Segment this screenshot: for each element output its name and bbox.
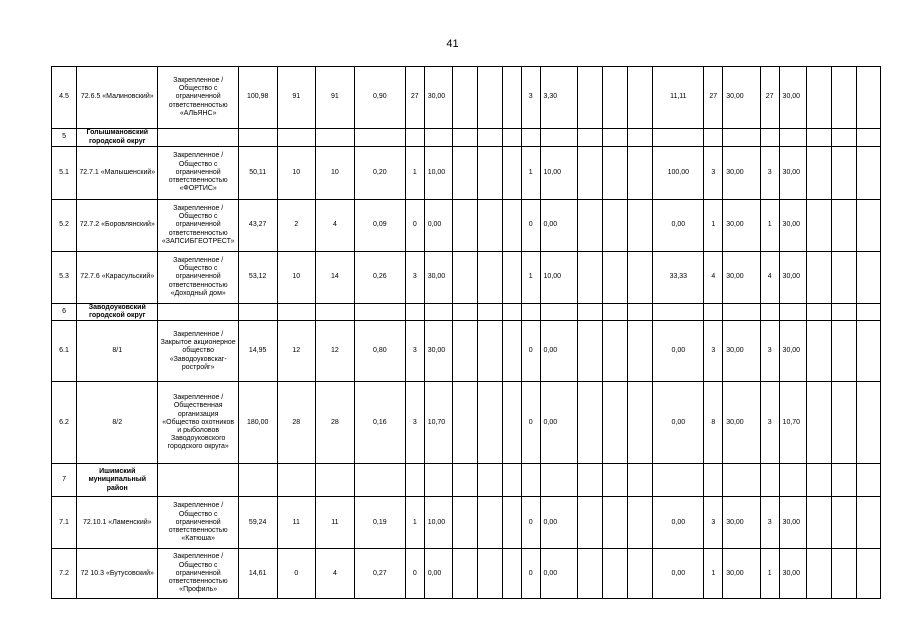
table-cell: [856, 382, 880, 464]
table-cell: [452, 200, 477, 252]
table-cell: 0,00: [424, 549, 452, 599]
table-cell: [831, 304, 856, 321]
table-cell: [238, 464, 277, 497]
table-cell: 1: [760, 200, 779, 252]
table-cell: 30,00: [424, 67, 452, 129]
table-cell: [856, 549, 880, 599]
table-cell: 7.1: [52, 497, 77, 549]
table-cell: [628, 200, 653, 252]
table-cell: [831, 382, 856, 464]
table-cell: [578, 147, 603, 200]
table-cell: [831, 200, 856, 252]
table-cell: [521, 304, 540, 321]
table-cell: 100,98: [238, 67, 277, 129]
table-cell: 6.1: [52, 321, 77, 382]
table-cell: [628, 382, 653, 464]
table-cell: 30,00: [424, 252, 452, 304]
table-body: [52, 67, 881, 599]
table-cell: 30,00: [779, 321, 806, 382]
table-cell: [502, 497, 521, 549]
table-cell: 28: [277, 382, 316, 464]
table-cell: [477, 382, 502, 464]
table-cell: 10,00: [424, 497, 452, 549]
table-cell: [452, 549, 477, 599]
table-cell: [831, 321, 856, 382]
table-row: [52, 382, 881, 464]
table-cell: 30,00: [424, 321, 452, 382]
table-cell: 30,00: [779, 200, 806, 252]
table-cell: 0,19: [354, 497, 405, 549]
table-cell: [806, 67, 831, 129]
table-cell: 27: [760, 67, 779, 129]
table-cell: [502, 147, 521, 200]
table-cell: [603, 464, 628, 497]
table-cell: [477, 549, 502, 599]
table-cell: 3: [760, 147, 779, 200]
table-cell: 91: [277, 67, 316, 129]
table-cell: 3: [704, 321, 723, 382]
table-cell: 1: [405, 497, 424, 549]
table-cell: 0: [521, 549, 540, 599]
table-cell: [603, 129, 628, 147]
table-cell: 3: [521, 67, 540, 129]
table-cell: [628, 147, 653, 200]
table-cell: [238, 129, 277, 147]
table-cell: [628, 549, 653, 599]
table-cell: [831, 252, 856, 304]
table-cell: [806, 147, 831, 200]
table-cell: [723, 464, 761, 497]
table-cell: [405, 129, 424, 147]
table-cell: [779, 129, 806, 147]
table-cell: [521, 464, 540, 497]
table-cell: [502, 252, 521, 304]
table-cell: 0,27: [354, 549, 405, 599]
table-cell: [521, 129, 540, 147]
table-cell: 72.7.1 «Малышенский»: [77, 147, 158, 200]
table-cell: [502, 67, 521, 129]
table-cell: [856, 67, 880, 129]
table-cell: 12: [277, 321, 316, 382]
table-cell: [424, 304, 452, 321]
table-cell: 0,00: [653, 497, 704, 549]
table-row: [52, 200, 881, 252]
table-cell: [831, 549, 856, 599]
table-cell: [779, 304, 806, 321]
table-cell: 8/1: [77, 321, 158, 382]
table-cell: [578, 321, 603, 382]
table-cell: 1: [704, 200, 723, 252]
table-cell: 3: [760, 321, 779, 382]
table-cell: 0,09: [354, 200, 405, 252]
table-cell: 30,00: [723, 147, 761, 200]
table-cell: [628, 497, 653, 549]
table-cell: [806, 464, 831, 497]
table-cell: 30,00: [723, 549, 761, 599]
table-cell: 72 10.3 «Бутусовский»: [77, 549, 158, 599]
table-cell: 5: [52, 129, 77, 147]
table-cell: [603, 200, 628, 252]
table-cell: [831, 497, 856, 549]
table-cell: [452, 67, 477, 129]
table-cell: 5.2: [52, 200, 77, 252]
table-cell: [277, 464, 316, 497]
table-cell: [502, 382, 521, 464]
table-cell: [704, 304, 723, 321]
table-cell: [806, 382, 831, 464]
table-cell: [477, 464, 502, 497]
table-cell: 0: [405, 200, 424, 252]
table-cell: 6.2: [52, 382, 77, 464]
table-cell: 11,11: [653, 67, 704, 129]
table-cell: [856, 321, 880, 382]
table-cell: 0,00: [653, 321, 704, 382]
table-cell: [603, 147, 628, 200]
table-cell: 50,11: [238, 147, 277, 200]
table-cell: 14,95: [238, 321, 277, 382]
table-cell: [578, 200, 603, 252]
table-cell: 33,33: [653, 252, 704, 304]
table-cell: [856, 200, 880, 252]
table-cell: 30,00: [779, 147, 806, 200]
table-cell: 0,00: [540, 200, 578, 252]
table-cell: [477, 252, 502, 304]
table-row: [52, 497, 881, 549]
table-cell: [806, 549, 831, 599]
table-cell: 72.7.2 «Боровлянский»: [77, 200, 158, 252]
table-cell: [831, 67, 856, 129]
table-cell: Ишимский муниципальный район: [77, 464, 158, 497]
table-cell: 72.7.6 «Карасульский»: [77, 252, 158, 304]
table-cell: Закрепленное / Общество с ограниченной ответственностью «ФОРТИС»: [158, 147, 238, 200]
table-cell: [502, 129, 521, 147]
table-cell: 3: [704, 497, 723, 549]
table-cell: [502, 304, 521, 321]
table-cell: 3: [760, 497, 779, 549]
table-cell: [603, 497, 628, 549]
table-cell: [452, 497, 477, 549]
table-cell: 10,00: [424, 147, 452, 200]
table-cell: [578, 304, 603, 321]
table-cell: [856, 252, 880, 304]
table-cell: [578, 67, 603, 129]
table-cell: [578, 252, 603, 304]
table-cell: [723, 304, 761, 321]
table-cell: 0: [521, 497, 540, 549]
table-cell: Закрепленное / Общественная организация «Общество охотников и рыболовов Заводоуковского городского округа»: [158, 382, 238, 464]
table-cell: 4.5: [52, 67, 77, 129]
table-cell: 3: [405, 382, 424, 464]
table-cell: [806, 129, 831, 147]
table-cell: 28: [316, 382, 355, 464]
table-cell: 30,00: [723, 382, 761, 464]
table-cell: 5.1: [52, 147, 77, 200]
table-cell: [723, 129, 761, 147]
section-row: [52, 129, 881, 147]
table-cell: [452, 321, 477, 382]
table-cell: 30,00: [779, 67, 806, 129]
table-cell: 27: [704, 67, 723, 129]
table-cell: 3: [405, 252, 424, 304]
table-cell: 14,61: [238, 549, 277, 599]
table-cell: Закрепленное / Общество с ограниченной ответственностью «Профиль»: [158, 549, 238, 599]
table-cell: [704, 464, 723, 497]
table-cell: [628, 67, 653, 129]
table-cell: 11: [316, 497, 355, 549]
table-cell: 6: [52, 304, 77, 321]
table-cell: [779, 464, 806, 497]
table-cell: [628, 304, 653, 321]
table-cell: [578, 382, 603, 464]
table-row: [52, 321, 881, 382]
table-cell: [424, 464, 452, 497]
table-cell: [760, 129, 779, 147]
table-cell: [578, 497, 603, 549]
page-number: 41: [446, 38, 459, 50]
table-cell: 0,00: [653, 382, 704, 464]
table-cell: 30,00: [723, 252, 761, 304]
table-cell: [628, 129, 653, 147]
table-cell: 53,12: [238, 252, 277, 304]
table-cell: 30,00: [723, 321, 761, 382]
table-cell: [628, 252, 653, 304]
table-cell: [238, 304, 277, 321]
table-cell: 10: [316, 147, 355, 200]
table-cell: [856, 147, 880, 200]
table-cell: [424, 129, 452, 147]
table-cell: Закрепленное / Общество с ограниченной ответственностью «АЛЬЯНС»: [158, 67, 238, 129]
table-cell: [603, 252, 628, 304]
table-cell: [856, 464, 880, 497]
table-cell: 10,70: [779, 382, 806, 464]
table-cell: [452, 252, 477, 304]
table-cell: [760, 304, 779, 321]
table-cell: 3,30: [540, 67, 578, 129]
table-cell: 43,27: [238, 200, 277, 252]
table-cell: [831, 147, 856, 200]
table-cell: [603, 304, 628, 321]
table-cell: 1: [704, 549, 723, 599]
table-cell: 0,26: [354, 252, 405, 304]
table-cell: [158, 129, 238, 147]
table-cell: [477, 200, 502, 252]
table-cell: 3: [760, 382, 779, 464]
table-cell: 2: [277, 200, 316, 252]
table-cell: 5.3: [52, 252, 77, 304]
table-cell: [806, 497, 831, 549]
table-cell: 30,00: [723, 200, 761, 252]
table-cell: [628, 464, 653, 497]
table-cell: Заводоуковский городской округ: [77, 304, 158, 321]
table-cell: 0,00: [653, 549, 704, 599]
table-cell: 0,00: [540, 321, 578, 382]
table-cell: 0,90: [354, 67, 405, 129]
section-row: [52, 304, 881, 321]
table-cell: 10: [277, 147, 316, 200]
table-cell: 0: [521, 200, 540, 252]
table-cell: [603, 549, 628, 599]
table-cell: 4: [704, 252, 723, 304]
table-cell: 180,00: [238, 382, 277, 464]
table-cell: [158, 304, 238, 321]
table-cell: [578, 129, 603, 147]
table-cell: [452, 304, 477, 321]
table-cell: Голышмановский городской округ: [77, 129, 158, 147]
table-cell: 30,00: [723, 497, 761, 549]
table-cell: [603, 67, 628, 129]
table-cell: 72.10.1 «Ламенский»: [77, 497, 158, 549]
data-table: [51, 66, 881, 599]
table-cell: [653, 464, 704, 497]
table-cell: 0,00: [424, 200, 452, 252]
table-cell: 14: [316, 252, 355, 304]
table-cell: [452, 382, 477, 464]
table-cell: [628, 321, 653, 382]
table-cell: [540, 464, 578, 497]
table-cell: [354, 304, 405, 321]
table-cell: [477, 129, 502, 147]
table-row: [52, 252, 881, 304]
table-cell: 8: [704, 382, 723, 464]
table-cell: [316, 129, 355, 147]
table-cell: [405, 464, 424, 497]
table-cell: [477, 497, 502, 549]
table-cell: 0,00: [540, 382, 578, 464]
table-cell: 30,00: [779, 497, 806, 549]
table-cell: [653, 304, 704, 321]
table-cell: Закрепленное / Общество с ограниченной ответственностью «Катюша»: [158, 497, 238, 549]
table-cell: 0: [277, 549, 316, 599]
table-cell: 0,00: [540, 497, 578, 549]
table-cell: 10,00: [540, 252, 578, 304]
table-cell: [158, 464, 238, 497]
table-cell: [806, 200, 831, 252]
table-cell: 7: [52, 464, 77, 497]
table-cell: [856, 304, 880, 321]
section-row: [52, 464, 881, 497]
table-cell: 3: [405, 321, 424, 382]
table-cell: 27: [405, 67, 424, 129]
table-cell: 0,00: [540, 549, 578, 599]
table-cell: 0: [521, 382, 540, 464]
table-cell: 0: [521, 321, 540, 382]
table-cell: Закрепленное / Общество с ограниченной ответственностью «Доходный дом»: [158, 252, 238, 304]
table-row: [52, 147, 881, 200]
table-cell: 1: [405, 147, 424, 200]
table-cell: [477, 321, 502, 382]
table-cell: 0: [405, 549, 424, 599]
table-cell: [578, 549, 603, 599]
table-cell: [540, 304, 578, 321]
table-cell: 0,20: [354, 147, 405, 200]
table-cell: [502, 464, 521, 497]
table-cell: Закрепленное / Общество с ограниченной ответственностью «ЗАПСИБГЕОТРЕСТ»: [158, 200, 238, 252]
table-cell: [831, 464, 856, 497]
table-cell: [502, 321, 521, 382]
table-cell: [316, 464, 355, 497]
table-cell: 4: [316, 200, 355, 252]
table-cell: [277, 304, 316, 321]
table-cell: 30,00: [779, 549, 806, 599]
table-cell: [277, 129, 316, 147]
table-cell: 59,24: [238, 497, 277, 549]
table-cell: 30,00: [779, 252, 806, 304]
table-cell: 1: [521, 147, 540, 200]
table-cell: [354, 464, 405, 497]
table-cell: 0,16: [354, 382, 405, 464]
table-cell: 0,00: [653, 200, 704, 252]
table-cell: [653, 129, 704, 147]
table-cell: [760, 464, 779, 497]
table-row: [52, 67, 881, 129]
table-cell: [477, 304, 502, 321]
table-cell: 30,00: [723, 67, 761, 129]
table-cell: 12: [316, 321, 355, 382]
table-cell: 1: [521, 252, 540, 304]
table-row: [52, 549, 881, 599]
table-cell: 91: [316, 67, 355, 129]
table-cell: [452, 147, 477, 200]
table-cell: [452, 464, 477, 497]
table-cell: [502, 200, 521, 252]
table-cell: 10,70: [424, 382, 452, 464]
table-cell: [831, 129, 856, 147]
table-cell: [806, 321, 831, 382]
table-cell: [405, 304, 424, 321]
table-cell: [856, 129, 880, 147]
table-cell: [856, 497, 880, 549]
table-cell: [354, 129, 405, 147]
table-cell: 4: [760, 252, 779, 304]
table-cell: [502, 549, 521, 599]
table-cell: 10,00: [540, 147, 578, 200]
table-cell: [477, 147, 502, 200]
table-cell: 0,80: [354, 321, 405, 382]
table-cell: 3: [704, 147, 723, 200]
table-cell: [603, 321, 628, 382]
table-cell: Закрепленное / Закрытое акционерное общество «Заводоуковскаг-ростройг»: [158, 321, 238, 382]
table-cell: [603, 382, 628, 464]
table-cell: 7.2: [52, 549, 77, 599]
table-cell: [540, 129, 578, 147]
table-cell: [806, 304, 831, 321]
table-cell: 1: [760, 549, 779, 599]
table-cell: 11: [277, 497, 316, 549]
table-cell: 10: [277, 252, 316, 304]
table-cell: 4: [316, 549, 355, 599]
table-cell: [316, 304, 355, 321]
table-cell: 72.6.5 «Малиновский»: [77, 67, 158, 129]
table-cell: [806, 252, 831, 304]
table-cell: [704, 129, 723, 147]
table-cell: [477, 67, 502, 129]
table-cell: 8/2: [77, 382, 158, 464]
table-cell: 100,00: [653, 147, 704, 200]
table-cell: [452, 129, 477, 147]
table-cell: [578, 464, 603, 497]
